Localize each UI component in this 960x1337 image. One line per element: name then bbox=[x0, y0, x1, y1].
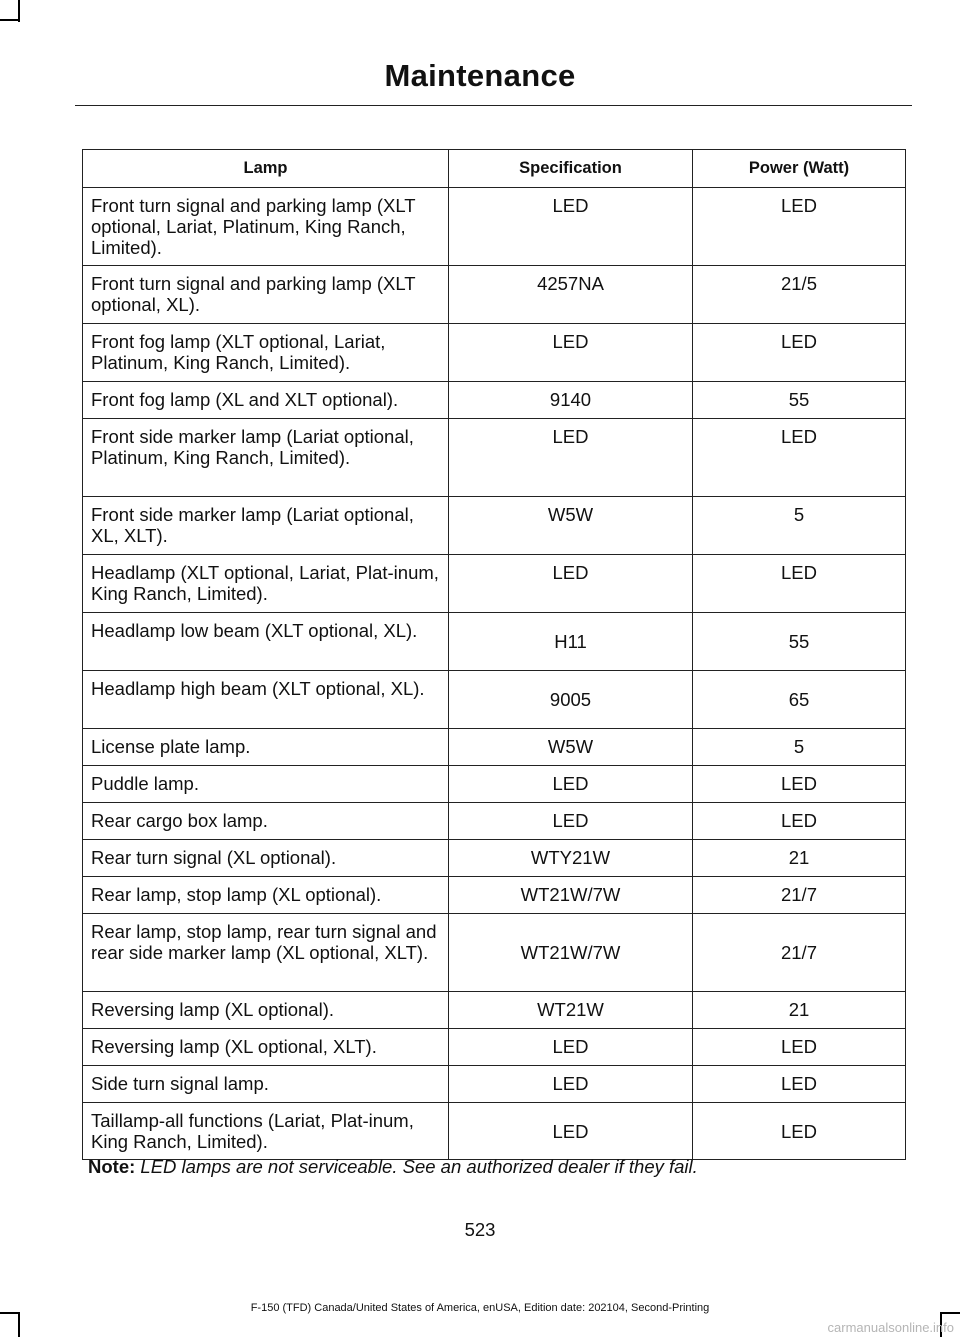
lamp-cell: Front side marker lamp (Lariat optional, Platinum, King Ranch, Limited). bbox=[83, 419, 449, 497]
header-rule bbox=[75, 105, 912, 106]
page-title: Maintenance bbox=[384, 58, 576, 93]
bulb-spec-table bbox=[82, 149, 906, 1160]
spec-cell: H11 bbox=[449, 613, 693, 671]
note bbox=[88, 1156, 698, 1178]
power-cell: 21 bbox=[693, 840, 906, 877]
spec-cell: LED bbox=[449, 1066, 693, 1103]
lamp-cell: Headlamp high beam (XLT optional, XL). bbox=[83, 671, 449, 729]
table-row bbox=[83, 1103, 906, 1160]
table-row bbox=[83, 188, 906, 266]
spec-cell: LED bbox=[449, 555, 693, 613]
lamp-cell: License plate lamp. bbox=[83, 729, 449, 766]
table-row bbox=[83, 671, 906, 729]
table-row bbox=[83, 766, 906, 803]
lamp-cell: Rear turn signal (XL optional). bbox=[83, 840, 449, 877]
header-power: Power (Watt) bbox=[693, 150, 906, 188]
spec-cell: 4257NA bbox=[449, 266, 693, 324]
table-row bbox=[83, 266, 906, 324]
table-row bbox=[83, 877, 906, 914]
table-row bbox=[83, 497, 906, 555]
power-cell: LED bbox=[693, 766, 906, 803]
table-row bbox=[83, 729, 906, 766]
lamp-cell: Front turn signal and parking lamp (XLT optional, Lariat, Platinum, King Ranch, Limited). bbox=[83, 188, 449, 266]
power-cell: LED bbox=[693, 419, 906, 497]
power-cell: 65 bbox=[693, 671, 906, 729]
spec-cell: W5W bbox=[449, 729, 693, 766]
spec-cell: LED bbox=[449, 766, 693, 803]
lamp-cell: Front turn signal and parking lamp (XLT optional, XL). bbox=[83, 266, 449, 324]
table-row bbox=[83, 840, 906, 877]
table-row bbox=[83, 1066, 906, 1103]
note-text: LED lamps are not serviceable. See an authorized dealer if they fail. bbox=[140, 1156, 698, 1177]
power-cell: 5 bbox=[693, 729, 906, 766]
power-cell: 21/7 bbox=[693, 914, 906, 992]
table-row bbox=[83, 382, 906, 419]
table-header-row bbox=[83, 150, 906, 188]
power-cell: LED bbox=[693, 324, 906, 382]
table-row bbox=[83, 914, 906, 992]
lamp-cell: Reversing lamp (XL optional). bbox=[83, 992, 449, 1029]
spec-cell: LED bbox=[449, 324, 693, 382]
power-cell: 21/7 bbox=[693, 877, 906, 914]
spec-cell: WT21W bbox=[449, 992, 693, 1029]
lamp-cell: Headlamp low beam (XLT optional, XL). bbox=[83, 613, 449, 671]
table-row bbox=[83, 992, 906, 1029]
lamp-cell: Front fog lamp (XLT optional, Lariat, Platinum, King Ranch, Limited). bbox=[83, 324, 449, 382]
lamp-cell: Puddle lamp. bbox=[83, 766, 449, 803]
header-lamp: Lamp bbox=[83, 150, 449, 188]
table-row bbox=[83, 419, 906, 497]
note-label: Note: bbox=[88, 1156, 136, 1177]
spec-cell: 9005 bbox=[449, 671, 693, 729]
power-cell: LED bbox=[693, 1029, 906, 1066]
table-row bbox=[83, 803, 906, 840]
crop-mark bbox=[18, 1312, 20, 1337]
table-row bbox=[83, 555, 906, 613]
spec-cell: WT21W/7W bbox=[449, 914, 693, 992]
power-cell: LED bbox=[693, 555, 906, 613]
footer-edition: F-150 (TFD) Canada/United States of America, enUSA, Edition date: 202104, Second-Printing bbox=[250, 1302, 710, 1314]
power-cell: 55 bbox=[693, 382, 906, 419]
table-row bbox=[83, 324, 906, 382]
crop-mark bbox=[0, 19, 19, 21]
lamp-cell: Headlamp (XLT optional, Lariat, Plat-inum, King Ranch, Limited). bbox=[83, 555, 449, 613]
table-row bbox=[83, 613, 906, 671]
power-cell: LED bbox=[693, 1066, 906, 1103]
spec-cell: LED bbox=[449, 188, 693, 266]
power-cell: 21/5 bbox=[693, 266, 906, 324]
power-cell: LED bbox=[693, 1103, 906, 1160]
power-cell: 21 bbox=[693, 992, 906, 1029]
header-specification: Specification bbox=[449, 150, 693, 188]
lamp-cell: Taillamp-all functions (Lariat, Plat-inum, King Ranch, Limited). bbox=[83, 1103, 449, 1160]
lamp-cell: Front side marker lamp (Lariat optional, XL, XLT). bbox=[83, 497, 449, 555]
spec-cell: LED bbox=[449, 1103, 693, 1160]
power-cell: 55 bbox=[693, 613, 906, 671]
table-row bbox=[83, 1029, 906, 1066]
spec-cell: WT21W/7W bbox=[449, 877, 693, 914]
lamp-cell: Reversing lamp (XL optional, XLT). bbox=[83, 1029, 449, 1066]
watermark: carmanualsonline.info bbox=[827, 1320, 954, 1335]
spec-cell: WTY21W bbox=[449, 840, 693, 877]
power-cell: LED bbox=[693, 803, 906, 840]
page-number: 523 bbox=[464, 1219, 496, 1240]
power-cell: 5 bbox=[693, 497, 906, 555]
lamp-cell: Rear lamp, stop lamp (XL optional). bbox=[83, 877, 449, 914]
lamp-cell: Rear lamp, stop lamp, rear turn signal and rear side marker lamp (XL optional, XLT). bbox=[83, 914, 449, 992]
spec-cell: LED bbox=[449, 1029, 693, 1066]
power-cell: LED bbox=[693, 188, 906, 266]
spec-cell: LED bbox=[449, 419, 693, 497]
lamp-cell: Side turn signal lamp. bbox=[83, 1066, 449, 1103]
spec-cell: LED bbox=[449, 803, 693, 840]
lamp-cell: Rear cargo box lamp. bbox=[83, 803, 449, 840]
spec-cell: W5W bbox=[449, 497, 693, 555]
lamp-cell: Front fog lamp (XL and XLT optional). bbox=[83, 382, 449, 419]
spec-cell: 9140 bbox=[449, 382, 693, 419]
